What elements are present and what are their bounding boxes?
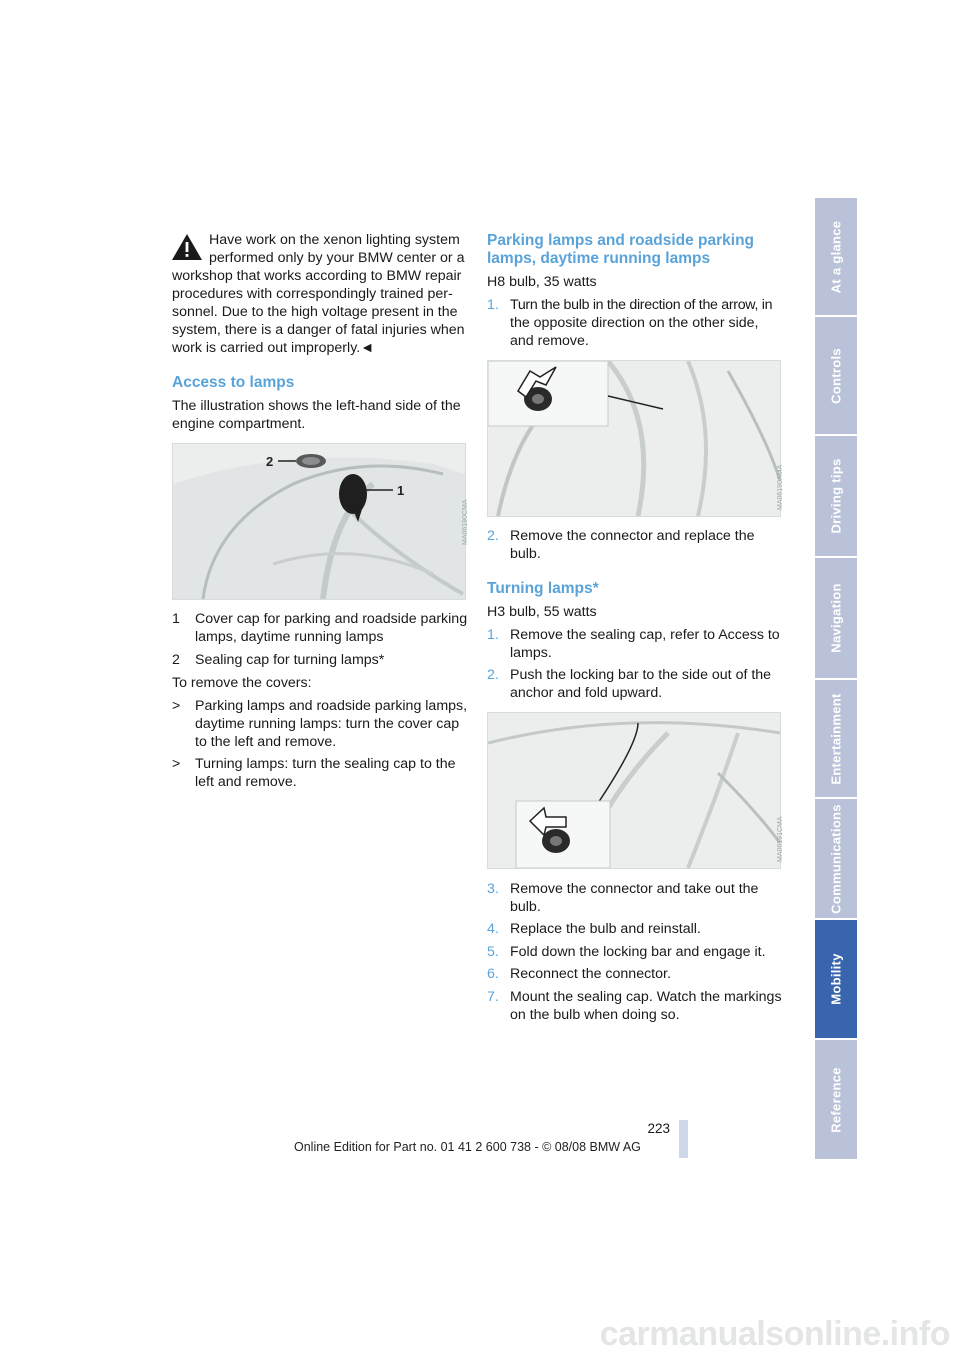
figure-code-1: MA06190CMA [462, 499, 469, 545]
bullet-2-line-1: Turning lamps: turn the sealing cap to the [195, 756, 456, 772]
callout-2: 2 [266, 454, 274, 469]
turning-step-2-line-1: Push the locking bar to the side out of the [510, 667, 772, 683]
edition-note: Online Edition for Part no. 01 41 2 600 738 - © 08/08 BMW AG [294, 1140, 641, 1154]
section-heading-parking-2: lamps, daytime running lamps [487, 250, 711, 267]
turning-step-2-line-2: anchor and fold upward. [510, 685, 663, 701]
turning-lamp-illustration [487, 712, 781, 869]
tab-reference[interactable]: Reference [815, 1040, 857, 1161]
tab-at-a-glance[interactable]: At a glance [815, 198, 857, 317]
warning-line-7: work is carried out improperly.◄ [172, 340, 375, 356]
tab-driving-tips[interactable]: Driving tips [815, 436, 857, 558]
parking-bulb: H8 bulb, 35 watts [487, 274, 597, 290]
turning-step-4-line-1: Replace the bulb and reinstall. [510, 921, 701, 937]
bullet-1-line-3: to the left and remove. [195, 734, 337, 750]
engine-compartment-illustration [172, 443, 466, 600]
parking-step-2-line-2: bulb. [510, 546, 541, 562]
watermark: carmanualsonline.info [599, 1315, 950, 1353]
parking-step-num-1: 1. [487, 297, 499, 313]
section-heading-access: Access to lamps [172, 374, 295, 391]
turning-step-num-4: 4. [487, 921, 499, 937]
turning-step-num-5: 5. [487, 944, 499, 960]
figure-code-3: MA06191CMA [777, 816, 784, 862]
warning-line-1: Have work on the xenon lighting system [209, 232, 460, 248]
parking-step-num-2: 2. [487, 528, 499, 544]
legend-text-1b: lamps, daytime running lamps [195, 629, 384, 645]
parking-step-2-line-1: Remove the connector and replace the [510, 528, 755, 544]
legend-text-1a: Cover cap for parking and roadside parking [195, 611, 468, 627]
turning-step-5-line-1: Fold down the locking bar and engage it. [510, 944, 766, 960]
turning-step-num-7: 7. [487, 989, 499, 1005]
callout-1: 1 [397, 483, 405, 498]
tab-controls[interactable]: Controls [815, 317, 857, 436]
bullet-marker-2: > [172, 756, 181, 772]
warning-line-5: sonnel. Due to the high voltage present in the [172, 304, 458, 320]
bullet-1-line-2: daytime running lamps: turn the cover cap [195, 716, 460, 732]
turning-step-3-line-1: Remove the connector and take out the [510, 881, 759, 897]
parking-step-1-line-2: the opposite direction on the other side, [510, 315, 759, 331]
legend-num-1: 1 [172, 611, 180, 627]
turning-step-num-3: 3. [487, 881, 499, 897]
tab-mobility[interactable]: Mobility [815, 920, 857, 1040]
access-intro-line-1: The illustration shows the left-hand side of the [172, 398, 461, 414]
warning-line-2: performed only by your BMW center or a [209, 250, 465, 266]
warning-line-6: system, there is a danger of fatal injuries when [172, 322, 465, 338]
turning-step-1-line-2: lamps. [510, 645, 552, 661]
section-heading-turning: Turning lamps* [487, 580, 599, 597]
turning-step-num-6: 6. [487, 966, 499, 982]
tab-navigation[interactable]: Navigation [815, 558, 857, 680]
turning-bulb: H3 bulb, 55 watts [487, 604, 597, 620]
turning-step-6-line-1: Reconnect the connector. [510, 966, 671, 982]
turning-step-3-line-2: bulb. [510, 899, 541, 915]
turning-step-num-1: 1. [487, 627, 499, 643]
bullet-1-line-1: Parking lamps and roadside parking lamps, [195, 698, 468, 714]
warning-line-3: workshop that works according to BMW repair [172, 268, 462, 284]
parking-step-1-line-1: Turn the bulb in the direction of the arrow, in [510, 297, 773, 313]
legend-num-2: 2 [172, 652, 180, 668]
bullet-2-line-2: left and remove. [195, 774, 297, 790]
turning-step-1-line-1: Remove the sealing cap, refer to Access to [510, 627, 780, 643]
warning-line-4: procedures with correspondingly trained per- [172, 286, 453, 302]
parking-step-1-line-3: and remove. [510, 333, 589, 349]
legend-text-2: Sealing cap for turning lamps* [195, 652, 385, 668]
parking-lamp-illustration [487, 360, 781, 517]
tab-entertainment[interactable]: Entertainment [815, 680, 857, 799]
footer-marker [679, 1120, 688, 1158]
figure-code-2: MA06190AMA [777, 464, 784, 510]
remove-intro: To remove the covers: [172, 675, 312, 691]
bullet-marker-1: > [172, 698, 181, 714]
turning-step-7-line-2: on the bulb when doing so. [510, 1007, 680, 1023]
tab-communications[interactable]: Communications [815, 799, 857, 920]
warning-triangle-icon [171, 233, 203, 261]
section-heading-parking-1: Parking lamps and roadside parking [487, 232, 755, 249]
turning-step-num-2: 2. [487, 667, 499, 683]
access-intro-line-2: engine compartment. [172, 416, 306, 432]
page-number: 223 [647, 1121, 670, 1136]
turning-step-7-line-1: Mount the sealing cap. Watch the markings [510, 989, 782, 1005]
